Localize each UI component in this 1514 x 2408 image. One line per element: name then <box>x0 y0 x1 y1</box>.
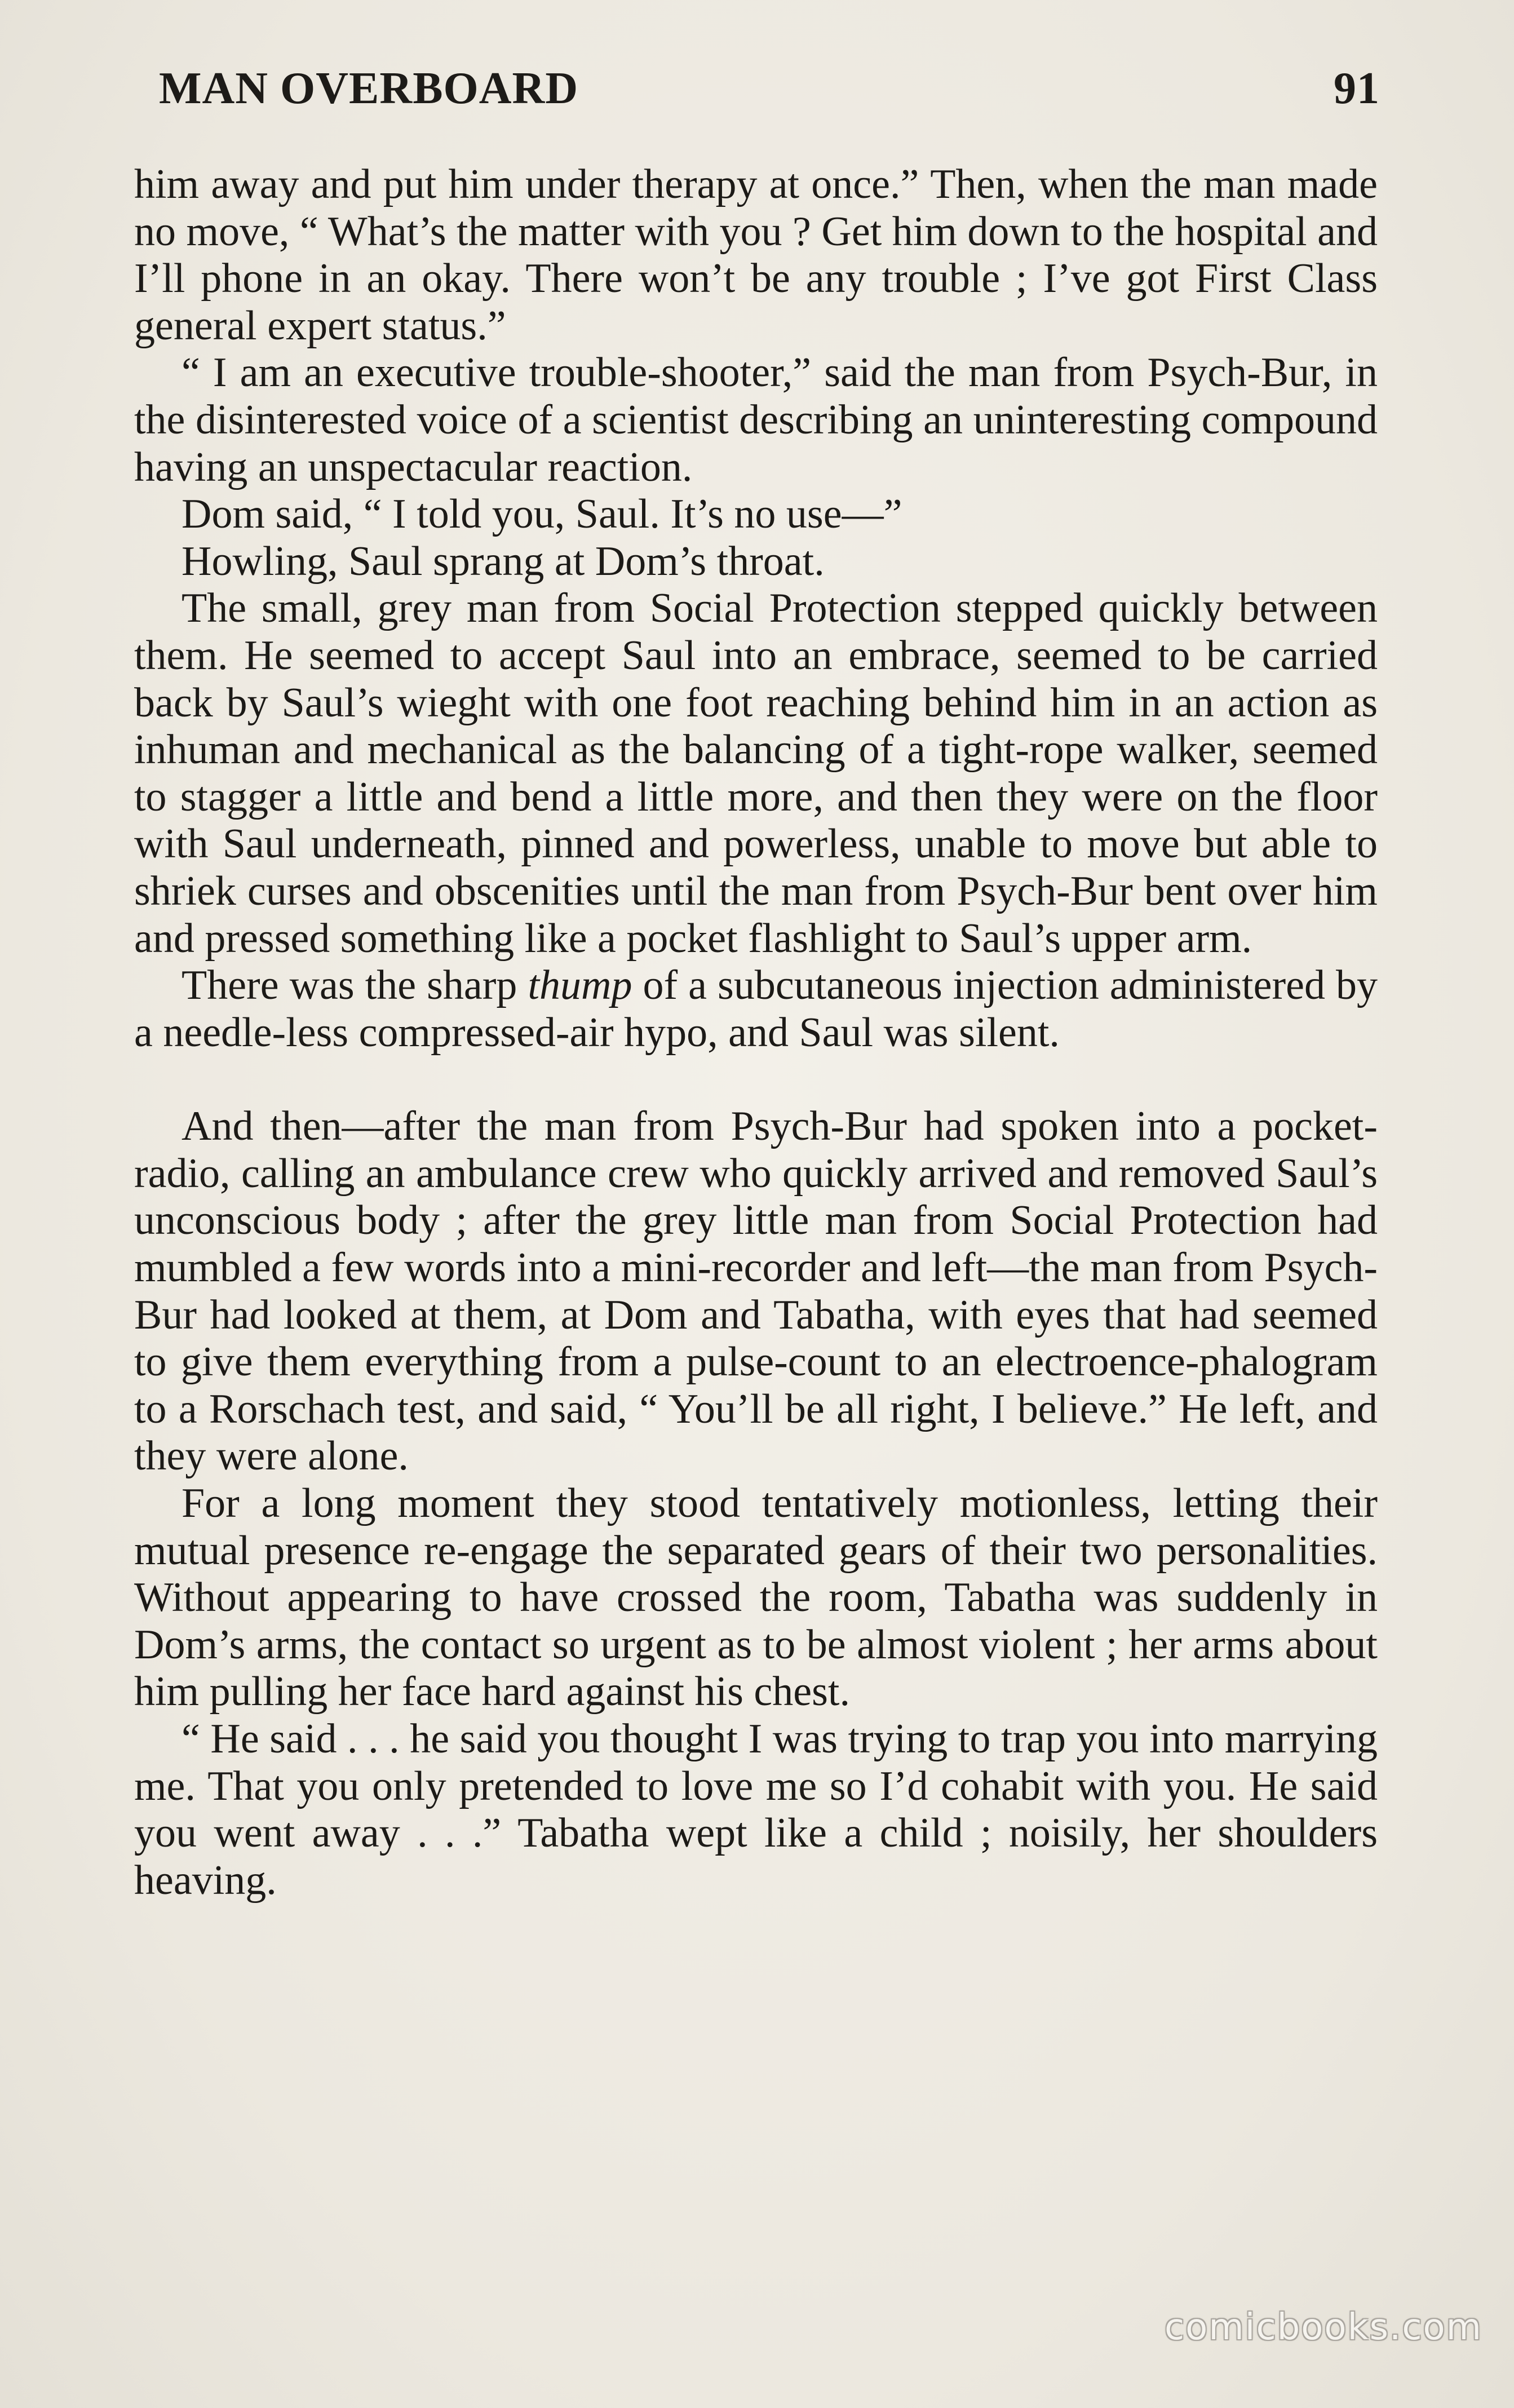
emphasis: thump <box>528 962 632 1009</box>
section-break <box>134 1056 1378 1103</box>
paragraph: And then—after the man from Psych-Bur had spoken into a pocket-radio, calling an ambulance crew who quickly arrived and removed Saul’s unconscious body ; after the grey little man from Social Protection had mumbled a few words into a mini-recorder and left—the man from Psych-Bur had looked at them, at Dom and Tabatha, with eyes that had seemed to give them everything from a pulse-count to an electroence-phalogram to a Rorschach test, and said, “ You’ll be all right, I believe.” He left, and they were alone. <box>134 1103 1378 1480</box>
paragraph-text: There was the sharp <box>181 962 528 1009</box>
paragraph: The small, grey man from Social Protection stepped quickly between them. He seemed to accept Saul into an embrace, seemed to be carried back by Saul’s wieght with one foot reaching behind him in an action as inhuman and mechanical as the balancing of a tight-rope walker, seemed to stagger a little and bend a little more, and then they were on the floor with Saul underneath, pinned and powerless, unable to move but able to shriek curses and obscenities until the man from Psych-Bur bent over him and pressed something like a pocket flashlight to Saul’s upper arm. <box>134 585 1378 962</box>
paragraph: “ I am an executive trouble-shooter,” said the man from Psych-Bur, in the disinterested voice of a scientist describing an uninteresting compound having an unspectacular reaction. <box>134 349 1378 490</box>
paragraph <box>134 962 1378 1056</box>
paragraph: For a long moment they stood tentatively motionless, letting their mutual presence re-engage the separated gears of their two personalities. Without appearing to have crossed the room, Tabatha was suddenly in Dom’s arms, the contact so urgent as to be almost violent ; her arms about him pulling her face hard against his chest. <box>134 1480 1378 1715</box>
watermark: comicbooks.com <box>1164 2307 1482 2348</box>
paragraph: “ He said . . . he said you thought I was trying to trap you into marrying me. That you only pretended to love me so I’d cohabit with you. He said you went away . . .” Tabatha wept like a child ; noisily, her shoulders heaving. <box>134 1716 1378 1904</box>
running-title: MAN OVERBOARD <box>159 64 579 113</box>
paragraph: Howling, Saul sprang at Dom’s throat. <box>181 538 825 585</box>
paragraph-text: of a subcutaneous injection administered by a needle-less compressed-air hypo, and Saul was silent. <box>134 962 1378 1056</box>
paragraph: Dom said, “ I told you, Saul. It’s no use—” <box>181 491 902 538</box>
page-number: 91 <box>1334 64 1380 113</box>
body-text <box>134 161 1378 1904</box>
page-header <box>159 63 1380 119</box>
paragraph: him away and put him under therapy at once.” Then, when the man made no move, “ What’s the matter with you ? Get him down to the hospital and I’ll phone in an okay. There won’t be any trouble ; I’ve got First Class general expert status.” <box>134 161 1378 349</box>
